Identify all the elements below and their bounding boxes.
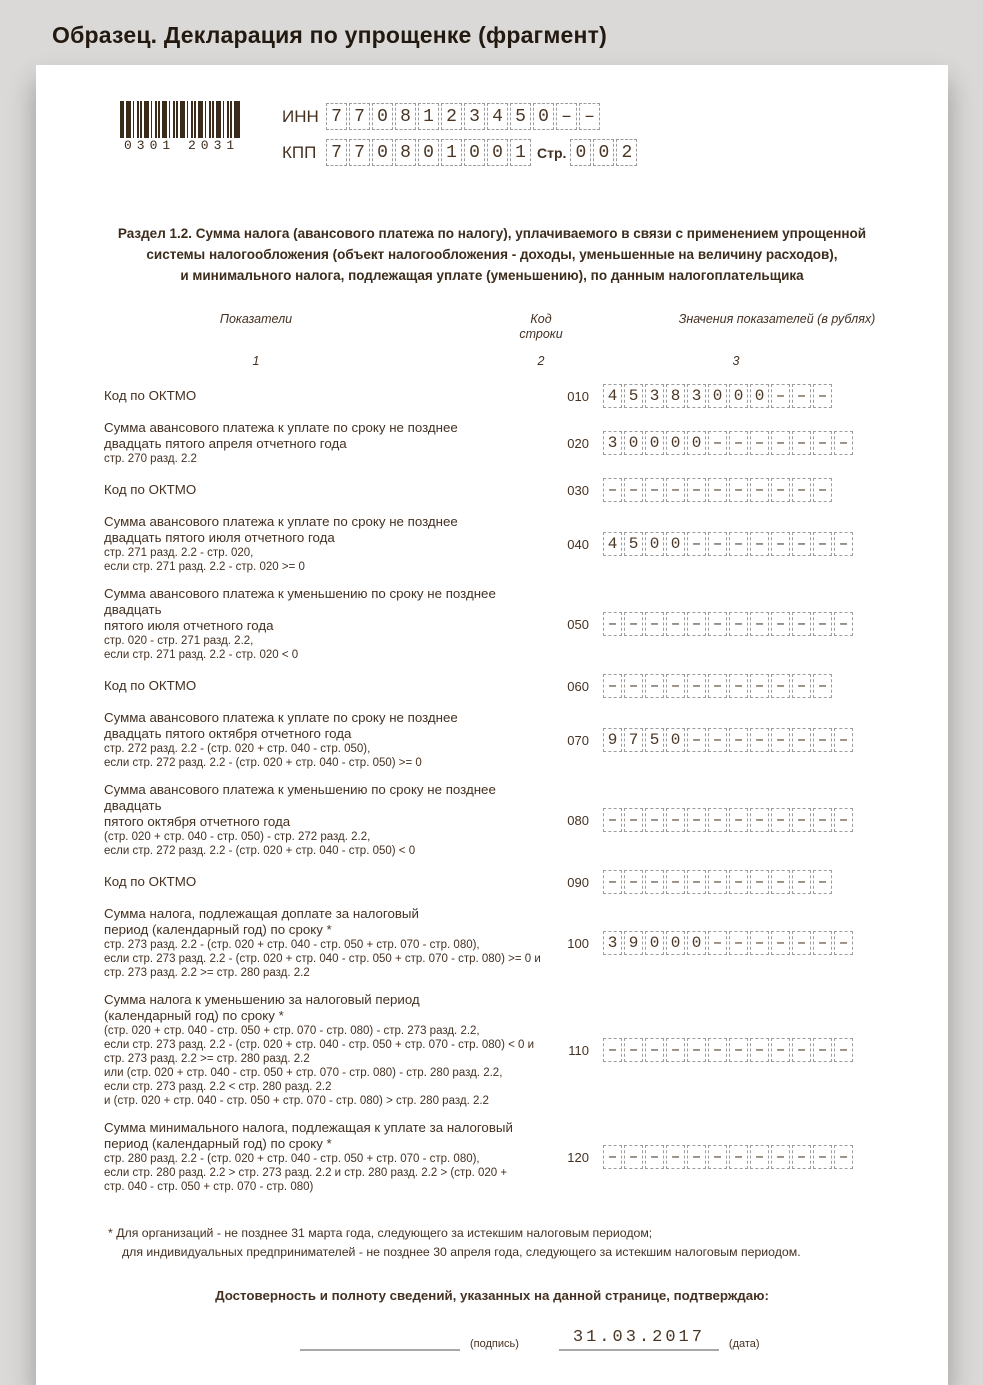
row-formula-line: стр. 273 разд. 2.2 >= стр. 280 разд. 2.2	[104, 1053, 310, 1065]
form-cell[interactable]: –	[771, 612, 790, 636]
row-description-line: пятого июля отчетного года	[104, 618, 274, 633]
row-label	[36, 782, 541, 858]
row-formula-line: если стр. 271 разд. 2.2 - стр. 020 >= 0	[104, 561, 305, 573]
row-code: 030	[567, 482, 589, 498]
form-cell[interactable]: –	[792, 532, 811, 556]
table-row	[36, 870, 948, 894]
form-cell[interactable]: –	[666, 870, 685, 894]
form-cell[interactable]: 4	[603, 532, 622, 556]
row-code: 120	[567, 1149, 589, 1165]
form-cell[interactable]: –	[708, 931, 727, 955]
form-cell[interactable]: –	[750, 1038, 769, 1062]
row-code: 040	[567, 536, 589, 552]
row-formula-line: стр. 273 разд. 2.2 >= стр. 280 разд. 2.2	[104, 967, 310, 979]
row-code: 100	[567, 935, 589, 951]
row-label	[36, 992, 541, 1108]
row-formula-line: стр. 040 - стр. 050 + стр. 070 - стр. 080)	[104, 1181, 314, 1193]
form-cell[interactable]: –	[708, 870, 727, 894]
form-cell[interactable]: 0	[708, 384, 727, 408]
form-page	[36, 65, 948, 1385]
form-cell[interactable]: –	[603, 612, 622, 636]
form-cell[interactable]: 7	[624, 728, 643, 752]
form-cell[interactable]: –	[687, 808, 706, 832]
form-cell[interactable]: –	[603, 674, 622, 698]
form-cell[interactable]: –	[666, 478, 685, 502]
form-cell[interactable]: –	[645, 808, 664, 832]
table-row	[36, 710, 948, 770]
form-cell[interactable]: –	[708, 808, 727, 832]
row-label	[36, 514, 541, 574]
form-cell[interactable]: 0	[418, 139, 439, 166]
row-code: 060	[567, 678, 589, 694]
form-cell[interactable]: –	[834, 612, 853, 636]
form-cell[interactable]: –	[687, 1145, 706, 1169]
row-formula-line: стр. 020 - стр. 271 разд. 2.2,	[104, 635, 254, 647]
form-cell[interactable]: –	[834, 931, 853, 955]
form-cell[interactable]: –	[834, 431, 853, 455]
form-cell[interactable]: –	[813, 931, 832, 955]
form-cell[interactable]: –	[687, 612, 706, 636]
row-label	[36, 906, 541, 980]
form-cell[interactable]: –	[792, 931, 811, 955]
form-cell[interactable]: –	[750, 612, 769, 636]
column-number-3: 3	[732, 354, 740, 368]
row-description-line: Сумма минимального налога, подлежащая к уплате за налоговый	[104, 1120, 513, 1135]
form-cell[interactable]: –	[792, 728, 811, 752]
form-cell[interactable]: –	[771, 674, 790, 698]
footnote	[108, 1224, 948, 1262]
confirmation-statement: Достоверность и полноту сведений, указанных на данной странице, подтверждаю:	[215, 1288, 769, 1303]
form-cell[interactable]: 8	[395, 103, 416, 130]
form-cell[interactable]: –	[750, 674, 769, 698]
row-formula-line: и (стр. 020 + стр. 040 - стр. 050 + стр. 070 - стр. 080) > стр. 280 разд. 2.2	[104, 1095, 489, 1107]
form-cell[interactable]: –	[687, 674, 706, 698]
inn-label: ИНН	[282, 106, 319, 126]
table-row	[36, 514, 948, 574]
row-description-line: двадцать пятого октября отчетного года	[104, 726, 352, 741]
form-cell[interactable]: –	[750, 931, 769, 955]
form-cell[interactable]: 3	[687, 384, 706, 408]
form-cell[interactable]: 0	[666, 431, 685, 455]
form-cell[interactable]: 0	[645, 431, 664, 455]
row-formula-line: стр. 271 разд. 2.2 - стр. 020,	[104, 547, 254, 559]
row-description-line: период (календарный год) по сроку *	[104, 1136, 332, 1151]
row-code: 020	[567, 435, 589, 451]
column-number-1: 1	[252, 354, 260, 368]
form-cell[interactable]: –	[813, 674, 832, 698]
form-cell[interactable]: 0	[533, 103, 554, 130]
column-header-values: Значения показателей (в рублях)	[678, 312, 876, 326]
table-row	[36, 992, 948, 1108]
form-cell[interactable]: –	[603, 870, 622, 894]
form-cell[interactable]: –	[813, 478, 832, 502]
form-cell[interactable]: –	[771, 808, 790, 832]
form-cell[interactable]: –	[771, 1038, 790, 1062]
form-cell[interactable]: 9	[603, 728, 622, 752]
form-cell[interactable]: –	[750, 1145, 769, 1169]
form-cell[interactable]: 7	[349, 103, 370, 130]
column-header-line-code: Код строки	[519, 312, 563, 341]
row-label	[36, 586, 541, 662]
date-caption: (дата)	[728, 1338, 760, 1350]
form-cell[interactable]: 9	[624, 931, 643, 955]
row-value-cells[interactable]	[603, 431, 853, 455]
table-row	[36, 586, 948, 662]
form-cell[interactable]: 8	[666, 384, 685, 408]
row-description-line: (календарный год) по сроку *	[104, 1008, 284, 1023]
form-cell[interactable]: –	[666, 612, 685, 636]
form-header	[36, 101, 948, 193]
form-cell[interactable]: –	[729, 431, 748, 455]
form-cell[interactable]: –	[708, 674, 727, 698]
row-formula-line: стр. 270 разд. 2.2	[104, 453, 197, 465]
form-cell[interactable]: –	[750, 808, 769, 832]
form-cell[interactable]: 5	[645, 728, 664, 752]
form-cell[interactable]: –	[666, 808, 685, 832]
form-cell[interactable]: –	[813, 384, 832, 408]
form-cell[interactable]: –	[813, 1145, 832, 1169]
inn-row	[282, 103, 600, 130]
form-cell[interactable]: –	[750, 870, 769, 894]
form-cell[interactable]: –	[729, 478, 748, 502]
footnote-line: * Для организаций - не позднее 31 марта года, следующего за истекшим налоговым периодом;	[108, 1226, 653, 1240]
form-cell[interactable]: 7	[326, 139, 347, 166]
section-title-line: Раздел 1.2. Сумма налога (авансового платежа по налогу), уплачиваемого в связи с применением упрощенной	[117, 226, 867, 241]
table-row	[36, 782, 948, 858]
table-row	[36, 674, 948, 698]
row-value-cells[interactable]	[603, 1038, 853, 1062]
row-code: 070	[567, 732, 589, 748]
row-formula-line: стр. 273 разд. 2.2 - (стр. 020 + стр. 040 - стр. 050 + стр. 070 - стр. 080),	[104, 939, 480, 951]
form-cell[interactable]: –	[603, 1038, 622, 1062]
form-cell[interactable]: –	[771, 384, 790, 408]
row-label	[36, 482, 541, 498]
form-cell[interactable]: 0	[666, 532, 685, 556]
form-cell[interactable]: 1	[510, 139, 531, 166]
form-cell[interactable]: –	[729, 612, 748, 636]
form-cell[interactable]: –	[708, 1145, 727, 1169]
row-label	[36, 874, 541, 890]
row-formula-line: или (стр. 020 + стр. 040 - стр. 050 + стр. 070 - стр. 080) - стр. 280 разд. 2.2,	[104, 1067, 503, 1079]
row-description-line: период (календарный год) по сроку *	[104, 922, 332, 937]
table-row	[36, 1120, 948, 1194]
form-cell[interactable]: –	[645, 674, 664, 698]
form-cell[interactable]: –	[729, 931, 748, 955]
form-cell[interactable]: –	[624, 674, 643, 698]
row-formula-line: если стр. 273 разд. 2.2 < стр. 280 разд. 2.2	[104, 1081, 332, 1093]
form-cell[interactable]: –	[729, 870, 748, 894]
form-cell[interactable]: –	[729, 728, 748, 752]
row-formula-line: (стр. 020 + стр. 040 - стр. 050 + стр. 070 - стр. 080) - стр. 273 разд. 2.2,	[104, 1025, 480, 1037]
signature-field[interactable]	[300, 1325, 460, 1351]
row-description-line: двадцать пятого июля отчетного года	[104, 530, 335, 545]
form-cell[interactable]: –	[750, 478, 769, 502]
row-formula-line: если стр. 273 разд. 2.2 - (стр. 020 + стр. 040 - стр. 050 + стр. 070 - стр. 080) >= 0 и	[104, 953, 541, 965]
signature-caption: (подпись)	[470, 1338, 519, 1350]
row-value-cells[interactable]	[603, 870, 832, 894]
barcode-digits: 0301 2031	[120, 138, 240, 153]
inn-cells[interactable]	[326, 103, 600, 130]
form-cell[interactable]: –	[834, 808, 853, 832]
row-description-line: пятого октября отчетного года	[104, 814, 291, 829]
form-cell[interactable]: 0	[624, 431, 643, 455]
form-cell[interactable]: –	[708, 728, 727, 752]
form-cell[interactable]: 0	[645, 532, 664, 556]
form-cell[interactable]: –	[792, 478, 811, 502]
form-cell[interactable]: –	[645, 612, 664, 636]
form-cell[interactable]: 5	[624, 384, 643, 408]
table-row	[36, 420, 948, 466]
row-code: 090	[567, 874, 589, 890]
row-label	[36, 1120, 541, 1194]
kpp-row	[282, 139, 637, 166]
form-cell[interactable]: –	[771, 870, 790, 894]
form-cell[interactable]: 7	[326, 103, 347, 130]
form-cell[interactable]: –	[645, 478, 664, 502]
row-code: 110	[568, 1042, 589, 1058]
form-cell[interactable]: –	[645, 1145, 664, 1169]
row-description-line: Код по ОКТМО	[104, 874, 197, 889]
form-cell[interactable]: –	[708, 1038, 727, 1062]
form-cell[interactable]: 2	[441, 103, 462, 130]
row-formula-line: если стр. 271 разд. 2.2 - стр. 020 < 0	[104, 649, 299, 661]
barcode	[120, 101, 240, 153]
section-title-line: и минимального налога, подлежащая уплате (уменьшению), по данным налогоплательщика	[180, 268, 804, 283]
row-label	[36, 420, 541, 466]
form-cell[interactable]: –	[792, 870, 811, 894]
row-code: 050	[567, 616, 589, 632]
form-cell[interactable]: 0	[593, 139, 614, 166]
form-cell[interactable]: –	[813, 612, 832, 636]
form-cell[interactable]: –	[687, 532, 706, 556]
row-description-line: Сумма налога, подлежащая доплате за налоговый	[104, 906, 419, 921]
row-description-line: Сумма авансового платежа к уплате по сроку не позднее	[104, 710, 458, 725]
form-cell[interactable]: 5	[510, 103, 531, 130]
form-cell[interactable]: –	[603, 1145, 622, 1169]
form-cell[interactable]: –	[792, 431, 811, 455]
form-cell[interactable]: –	[813, 808, 832, 832]
form-cell[interactable]: –	[603, 478, 622, 502]
table-row	[36, 384, 948, 408]
form-cell[interactable]: –	[813, 532, 832, 556]
row-value-cells[interactable]	[603, 532, 853, 556]
form-cell[interactable]: 0	[666, 931, 685, 955]
signature-row	[300, 1325, 948, 1351]
column-headers	[36, 312, 948, 342]
form-cell[interactable]: –	[771, 728, 790, 752]
table-row	[36, 906, 948, 980]
page-number-cells[interactable]	[570, 139, 637, 166]
form-cell[interactable]: –	[645, 870, 664, 894]
form-cell[interactable]: –	[708, 478, 727, 502]
row-description-line: Код по ОКТМО	[104, 482, 197, 497]
row-value-cells[interactable]	[603, 674, 832, 698]
form-cell[interactable]: 3	[603, 431, 622, 455]
column-number-2: 2	[537, 354, 545, 368]
form-cell[interactable]: 8	[395, 139, 416, 166]
form-cell[interactable]: 5	[624, 532, 643, 556]
form-cell[interactable]: –	[624, 808, 643, 832]
form-cell[interactable]: –	[603, 808, 622, 832]
form-cell[interactable]: –	[771, 431, 790, 455]
form-cell[interactable]: –	[750, 728, 769, 752]
column-header-indicators: Показатели	[219, 312, 293, 326]
form-cell[interactable]: –	[813, 1038, 832, 1062]
column-numbers	[36, 354, 948, 368]
form-cell[interactable]: –	[687, 478, 706, 502]
form-cell[interactable]: 3	[603, 931, 622, 955]
form-cell[interactable]: 3	[645, 384, 664, 408]
form-cell[interactable]: –	[687, 728, 706, 752]
row-formula-line: если стр. 272 разд. 2.2 - (стр. 020 + стр. 040 - стр. 050) < 0	[104, 845, 416, 857]
form-cell[interactable]: –	[771, 532, 790, 556]
form-cell[interactable]: 1	[418, 103, 439, 130]
form-cell[interactable]: 0	[666, 728, 685, 752]
form-cell[interactable]: 0	[487, 139, 508, 166]
date-field[interactable]: 31.03.2017	[559, 1328, 719, 1351]
form-cell[interactable]: –	[750, 431, 769, 455]
page-number-label: Стр.	[537, 144, 567, 161]
row-label	[36, 388, 541, 404]
form-cell[interactable]: –	[708, 431, 727, 455]
section-title	[76, 223, 908, 286]
row-value-cells[interactable]	[603, 612, 853, 636]
form-cell[interactable]: –	[792, 384, 811, 408]
form-cell[interactable]: –	[792, 674, 811, 698]
footnote-line: для индивидуальных предпринимателей - не позднее 30 апреля года, следующего за истекшим налоговым периодом.	[122, 1245, 801, 1259]
form-cell[interactable]: –	[708, 532, 727, 556]
form-cell[interactable]: –	[556, 103, 577, 130]
row-value-cells[interactable]	[603, 808, 853, 832]
form-cell[interactable]: –	[771, 478, 790, 502]
form-cell[interactable]: 0	[645, 931, 664, 955]
form-cell[interactable]: –	[813, 728, 832, 752]
row-value-cells[interactable]	[603, 478, 832, 502]
row-value-cells[interactable]	[603, 384, 832, 408]
form-cell[interactable]: –	[813, 870, 832, 894]
row-value-cells[interactable]	[603, 1145, 853, 1169]
row-label	[36, 678, 541, 694]
title-bar	[0, 0, 983, 65]
kpp-cells[interactable]	[326, 139, 531, 166]
row-value-cells[interactable]	[603, 931, 853, 955]
form-cell[interactable]: –	[687, 870, 706, 894]
row-formula-line: если стр. 272 разд. 2.2 - (стр. 020 + стр. 040 - стр. 050) >= 0	[104, 757, 422, 769]
form-rows	[36, 384, 948, 1194]
row-formula-line: если стр. 280 разд. 2.2 > стр. 273 разд. 2.2 и стр. 280 разд. 2.2 > (стр. 020 +	[104, 1167, 508, 1179]
row-code: 010	[567, 388, 589, 404]
form-cell[interactable]: 7	[349, 139, 370, 166]
row-description-line: Сумма авансового платежа к уплате по сроку не позднее	[104, 514, 458, 529]
form-cell[interactable]: –	[834, 1145, 853, 1169]
form-cell[interactable]: 0	[687, 931, 706, 955]
form-cell[interactable]: 3	[464, 103, 485, 130]
row-formula-line: (стр. 020 + стр. 040 - стр. 050) - стр. 272 разд. 2.2,	[104, 831, 371, 843]
row-formula-line: стр. 272 разд. 2.2 - (стр. 020 + стр. 040 - стр. 050),	[104, 743, 371, 755]
form-cell[interactable]: 0	[372, 139, 393, 166]
form-cell[interactable]: 1	[441, 139, 462, 166]
form-cell[interactable]: –	[687, 1038, 706, 1062]
form-cell[interactable]: –	[666, 1145, 685, 1169]
form-cell[interactable]: 0	[570, 139, 591, 166]
form-cell[interactable]: –	[792, 1145, 811, 1169]
form-cell[interactable]: 0	[464, 139, 485, 166]
form-cell[interactable]: –	[624, 870, 643, 894]
form-cell[interactable]: –	[729, 674, 748, 698]
form-cell[interactable]: 0	[729, 384, 748, 408]
form-cell[interactable]: –	[792, 1038, 811, 1062]
form-cell[interactable]: 2	[616, 139, 637, 166]
form-cell[interactable]: –	[834, 532, 853, 556]
row-formula-line: стр. 280 разд. 2.2 - (стр. 020 + стр. 040 - стр. 050 + стр. 070 - стр. 080),	[104, 1153, 480, 1165]
form-cell[interactable]: 4	[603, 384, 622, 408]
row-description-line: двадцать пятого апреля отчетного года	[104, 436, 347, 451]
row-description-line: Код по ОКТМО	[104, 388, 197, 403]
form-cell[interactable]: –	[813, 431, 832, 455]
form-cell[interactable]: –	[666, 1038, 685, 1062]
row-code: 080	[567, 812, 589, 828]
row-description-line: Сумма авансового платежа к уменьшению по сроку не позднее двадцать	[104, 782, 496, 813]
barcode-bars-icon	[120, 101, 240, 141]
form-cell[interactable]: –	[771, 1145, 790, 1169]
table-row	[36, 478, 948, 502]
form-cell[interactable]: –	[666, 674, 685, 698]
form-cell[interactable]: –	[729, 1145, 748, 1169]
form-cell[interactable]: –	[750, 532, 769, 556]
form-cell[interactable]: 0	[687, 431, 706, 455]
form-cell[interactable]: 4	[487, 103, 508, 130]
form-cell[interactable]: –	[771, 931, 790, 955]
form-cell[interactable]: –	[834, 1038, 853, 1062]
row-description-line: Сумма авансового платежа к уменьшению по сроку не позднее двадцать	[104, 586, 496, 617]
section-title-line: системы налогообложения (объект налогообложения - доходы, уменьшенные на величину расходов),	[146, 247, 838, 262]
row-formula-line: если стр. 273 разд. 2.2 - (стр. 020 + стр. 040 - стр. 050 + стр. 070 - стр. 080) < 0 и	[104, 1039, 535, 1051]
form-cell[interactable]: –	[579, 103, 600, 130]
form-cell[interactable]: –	[624, 612, 643, 636]
form-cell[interactable]: –	[645, 1038, 664, 1062]
row-label	[36, 710, 541, 770]
form-cell[interactable]: –	[834, 728, 853, 752]
row-description-line: Сумма авансового платежа к уплате по сроку не позднее	[104, 420, 458, 435]
form-cell[interactable]: –	[792, 612, 811, 636]
form-cell[interactable]: 0	[372, 103, 393, 130]
page-title: Образец. Декларация по упрощенке (фрагмент)	[52, 22, 607, 48]
form-cell[interactable]: –	[729, 532, 748, 556]
form-cell[interactable]: –	[624, 1145, 643, 1169]
form-cell[interactable]: –	[729, 808, 748, 832]
form-cell[interactable]: 0	[750, 384, 769, 408]
form-cell[interactable]: –	[792, 808, 811, 832]
row-description-line: Код по ОКТМО	[104, 678, 197, 693]
form-cell[interactable]: –	[708, 612, 727, 636]
form-cell[interactable]: –	[624, 1038, 643, 1062]
row-description-line: Сумма налога к уменьшению за налоговый период	[104, 992, 420, 1007]
form-cell[interactable]: –	[729, 1038, 748, 1062]
form-cell[interactable]: –	[624, 478, 643, 502]
row-value-cells[interactable]	[603, 728, 853, 752]
kpp-label: КПП	[282, 142, 317, 162]
